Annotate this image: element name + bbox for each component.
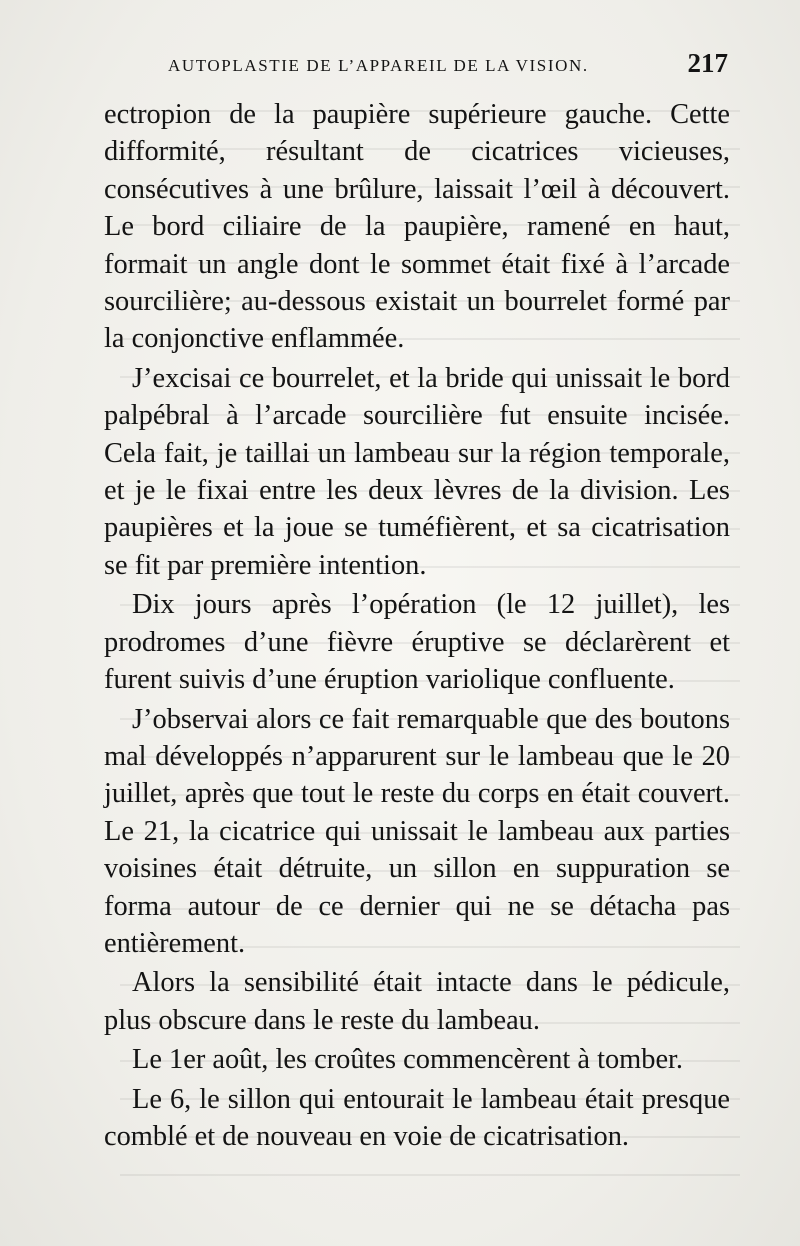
paragraph-7: Le 6, le sillon qui entourait le lambeau était presque comblé et de nouveau en voie de cicatrisation.	[104, 1083, 730, 1152]
body-text	[104, 96, 730, 1155]
paragraph-1: ectropion de la paupière supérieure gauche. Cette difformité, résultant de cicatrices vicieuses, consécutives à une brûlure, laissait l’œil à découvert. Le bord ciliaire de la paupière, ramené en haut, formait un angle dont le sommet était fixé à l’arcade sourcilière; au-dessous existait un bourrelet formé par la conjonctive enflammée.	[104, 99, 730, 355]
paragraph-6: Le 1er août, les croûtes commencèrent à tomber.	[132, 1044, 684, 1076]
paragraph-3: Dix jours après l’opération (le 12 juillet), les prodromes d’une fièvre éruptive se déclarèrent et furent suivis d’une éruption variolique confluente.	[104, 589, 730, 696]
paragraph-2: J’excisai ce bourrelet, et la bride qui unissait le bord palpébral à l’arcade sourcilière fut ensuite incisée. Cela fait, je taillai un lambeau sur la région temporale, et je le fixai entre les deux lèvres de la division. Les paupières et la joue se tuméfièrent, et sa cicatrisation se fit par première intention.	[104, 362, 730, 581]
page-number: 217	[687, 48, 728, 78]
paragraph-5: Alors la sensibilité était intacte dans le pédicule, plus obscure dans le reste du lambeau.	[104, 967, 730, 1036]
paragraph-4: J’observai alors ce fait remarquable que des boutons mal développés n’apparurent sur le lambeau que le 20 juillet, après que tout le reste du corps en était couvert. Le 21, la cicatrice qui unissait le lambeau aux parties voisines était détruite, un sillon en suppuration se forma autour de ce dernier qui ne se détacha pas entièrement.	[104, 703, 730, 959]
page-header	[168, 48, 728, 88]
running-title: AUTOPLASTIE DE L’APPAREIL DE LA VISION.	[168, 56, 589, 75]
